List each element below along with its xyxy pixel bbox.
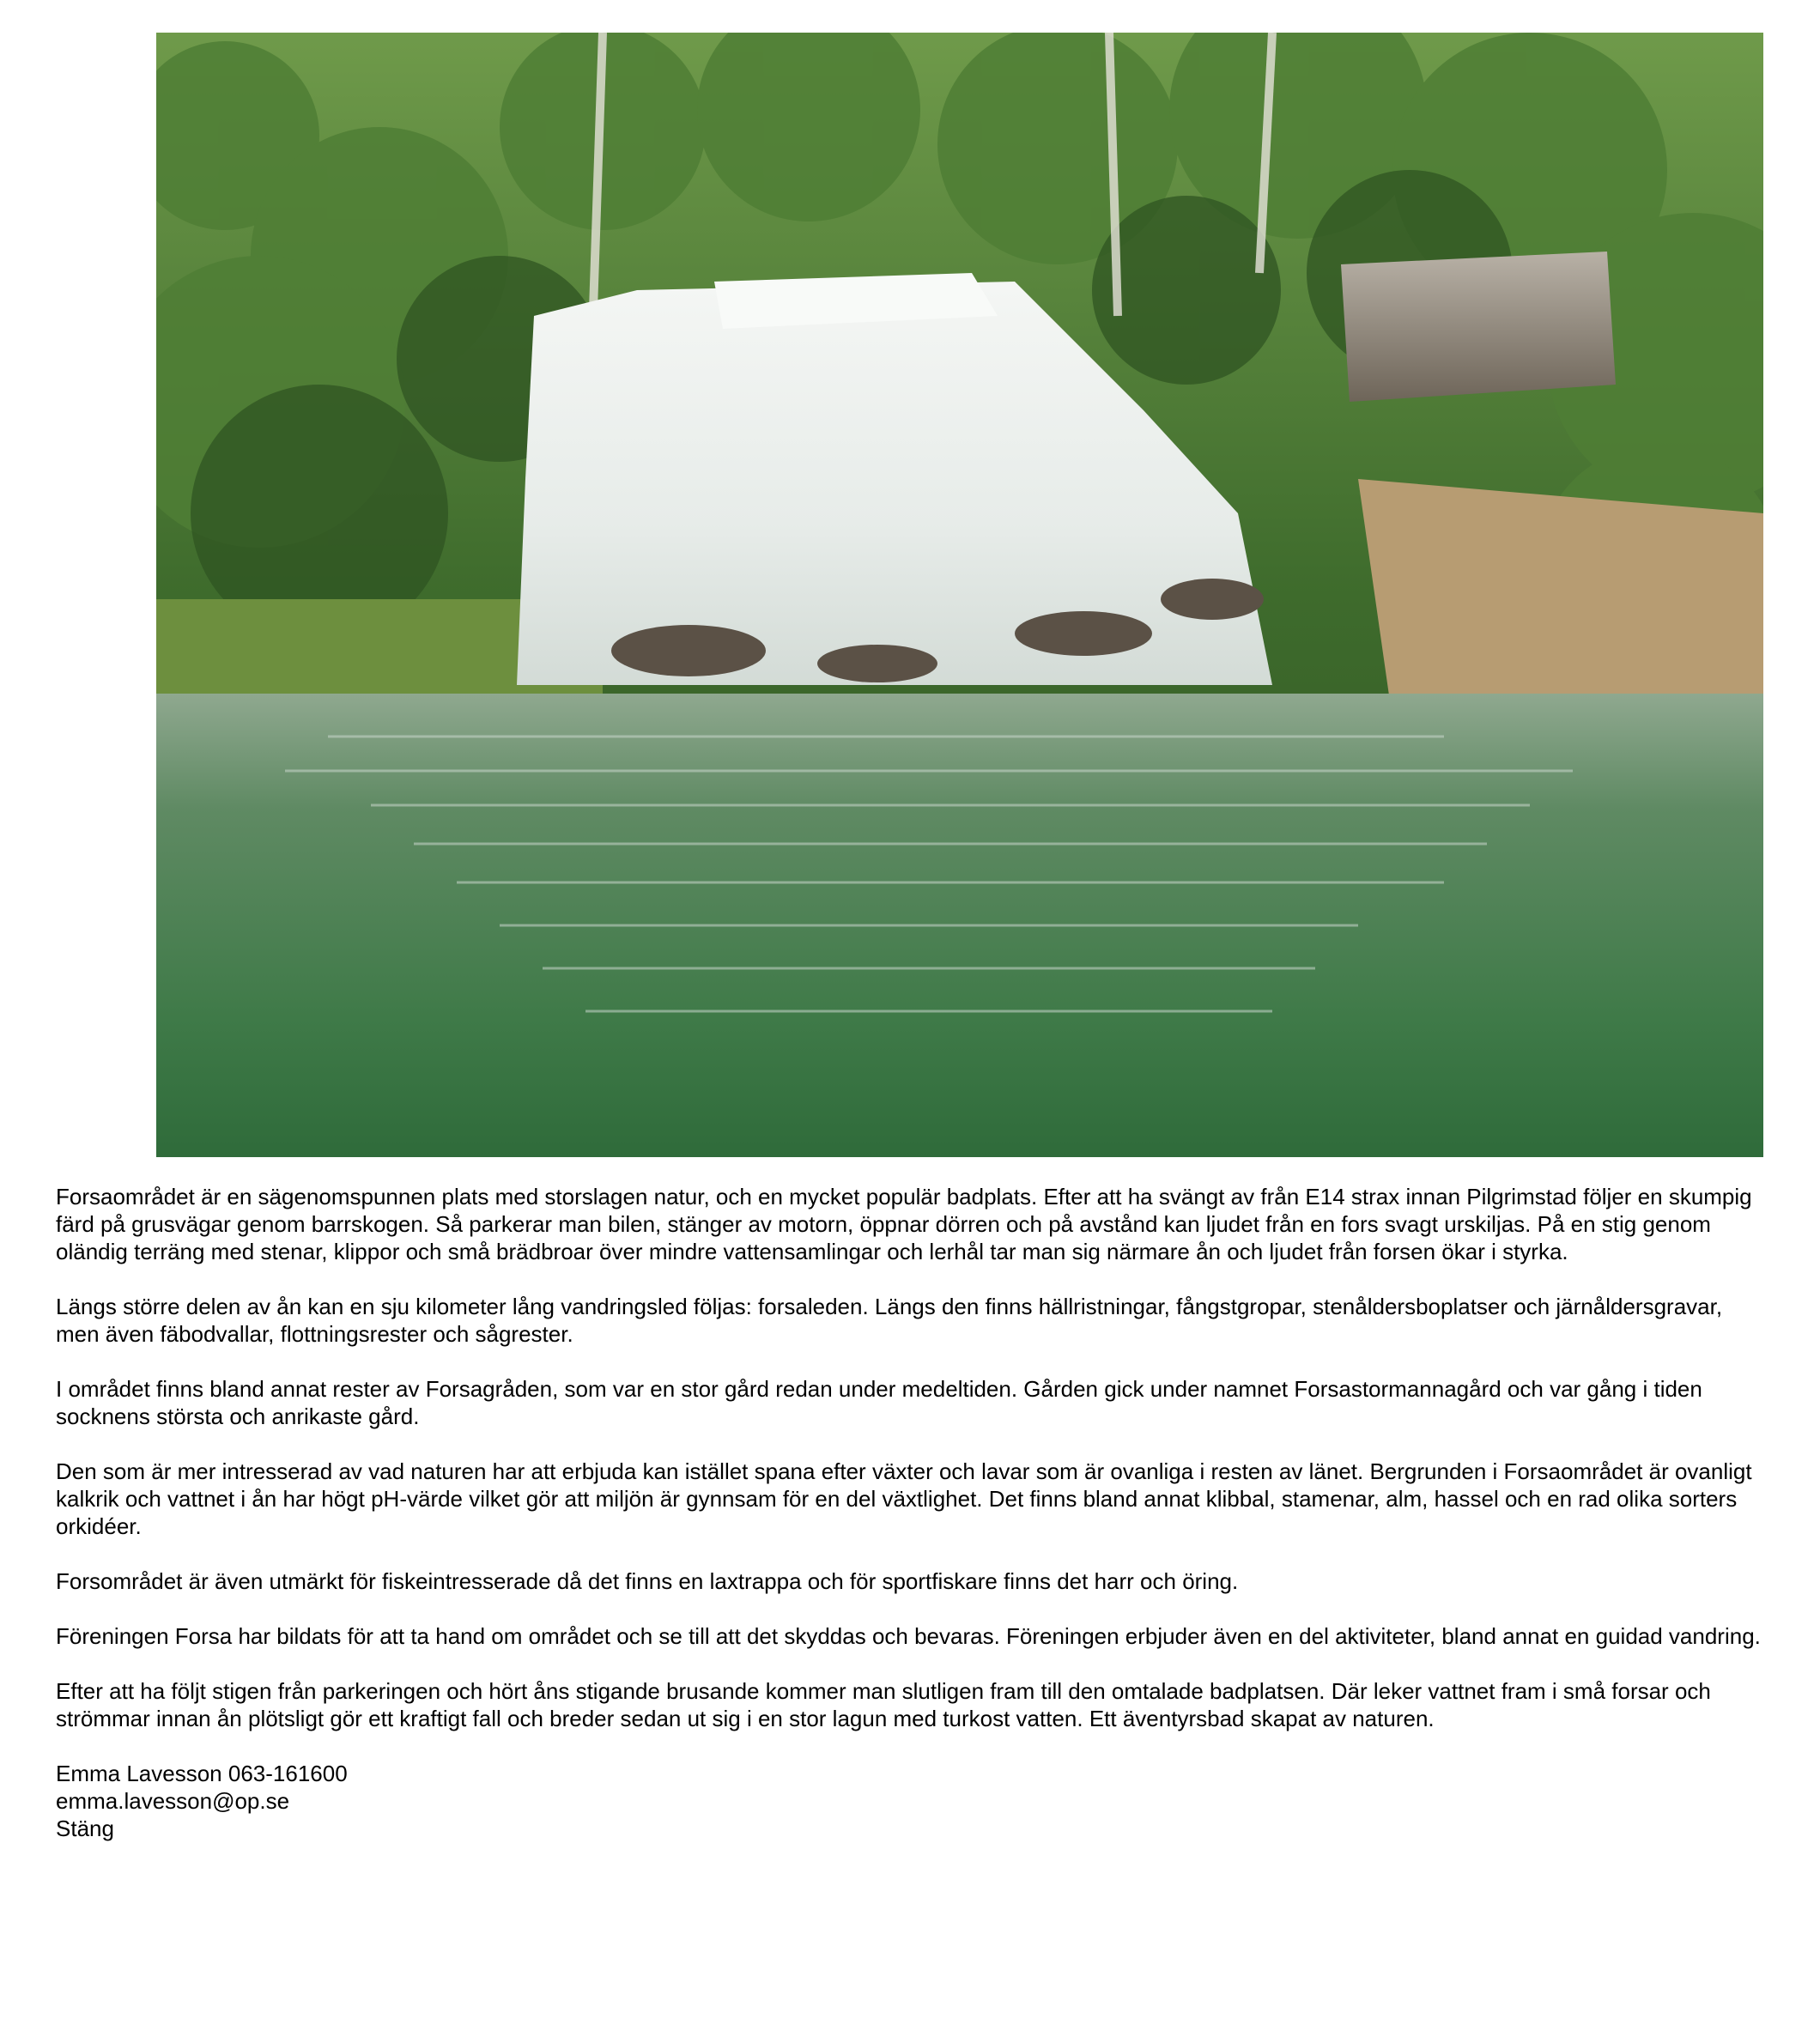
article-paragraph-7: Efter att ha följt stigen från parkeringen och hört åns stigande brusande kommer man slutligen fram till den omtalade badplatsen. Där leker vattnet fram i små forsar och strömmar innan ån plötsligt gör ett kraftigt fall och breder sedan ut sig i en stor lagun med turkost vatten. Ett äventyrsbad skapat av naturen. <box>56 1678 1711 1731</box>
contact-block <box>56 1760 1764 1842</box>
close-link[interactable]: Stäng <box>56 1816 114 1841</box>
author-email[interactable]: emma.lavesson@op.se <box>56 1788 290 1814</box>
article-paragraph-4: Den som är mer intresserad av vad naturen har att erbjuda kan istället spana efter växter och lavar som är ovanliga i resten av länet. Bergrunden i Forsaområdet är ovanligt kalkrik och vattnet i ån har högt pH-värde vilket gör att miljön är gynnsam för en del växtlighet. Det finns bland annat klibbal, stamenar, alm, hassel och en rad olika sorters orkidéer. <box>56 1458 1752 1539</box>
article-paragraph-2: Längs större delen av ån kan en sju kilometer lång vandringsled följas: forsaleden. Längs den finns hällristningar, fångstgropar, stenåldersboplatser och järnåldersgravar, men även fäbodvallar, flottningsrester och sågrester. <box>56 1294 1723 1347</box>
waterfall-photo <box>156 33 1763 1157</box>
article-paragraph-1: Forsaområdet är en sägenomspunnen plats med storslagen natur, och en mycket populär badplats. Efter att ha svängt av från E14 strax innan Pilgrimstad följer en skumpig färd på grusvägar genom barrskogen. Så parkerar man bilen, stänger av motorn, öppnar dörren och på avstånd kan ljudet från en fors svagt urskiljas. På en stig genom oländig terräng med stenar, klippor och små brädbroar över mindre vattensamlingar och lerhål tar man sig närmare ån och ljudet från forsen ökar i styrka. <box>56 1184 1752 1264</box>
article-paragraph-3: I området finns bland annat rester av Forsagråden, som var en stor gård redan under medeltiden. Gården gick under namnet Forsastormannagård och var gång i tiden socknens största och anrikaste gård. <box>56 1376 1702 1429</box>
author-name-phone: Emma Lavesson 063-161600 <box>56 1761 348 1786</box>
article <box>56 1183 1764 1842</box>
article-paragraph-6: Föreningen Forsa har bildats för att ta hand om området och se till att det skyddas och bevaras. Föreningen erbjuder även en del aktiviteter, bland annat en guidad vandring. <box>56 1623 1761 1649</box>
article-paragraph-5: Forsområdet är även utmärkt för fiskeintresserade då det finns en laxtrappa och för sportfiskare finns det harr och öring. <box>56 1568 1239 1594</box>
